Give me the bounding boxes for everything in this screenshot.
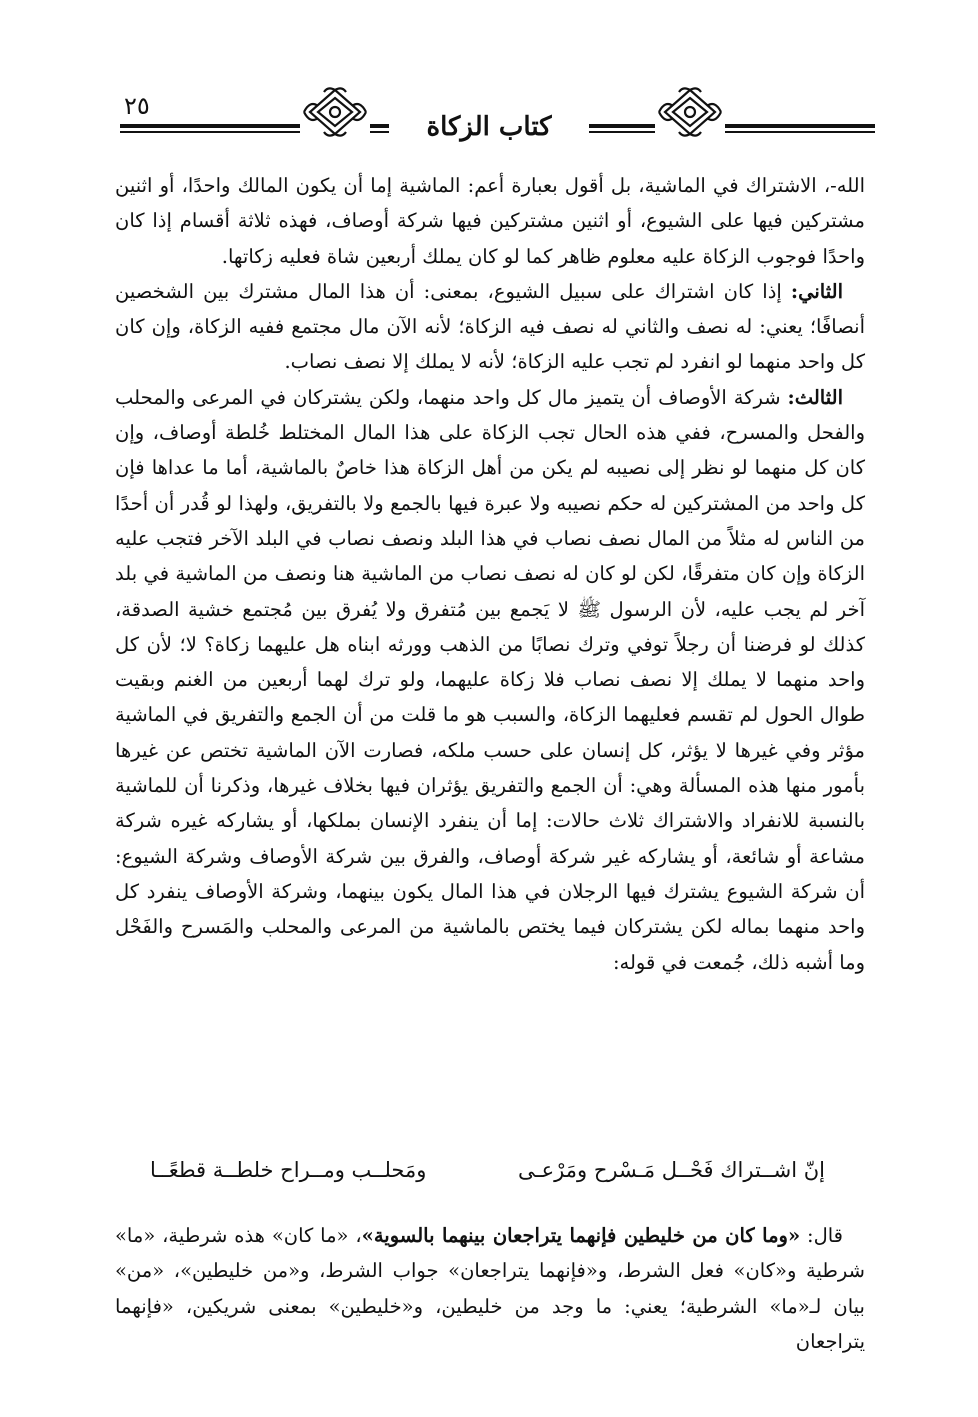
paragraph-3 [115, 380, 865, 980]
paragraph-3-text: شركة الأوصاف أن يتميز مال كل واحد منهما، ولكن يشتركان في المرعى والمحلب والفحل والمسرح، ففي هذه الحال تجب الزكاة على هذا المال المختلط خُلطة أوصاف، وإن كان كل منهما لو نظر إلى نصيبه لم يكن من أهل الزكاة هذا خاصٌ بالماشية، أما ما عداها فإن كل واحد من المشتركين له حكم نصيبه ولا عبرة فيها بالجمع ولا بالتفريق، ولهذا لو قُدر أن أحدًا من الناس له مثلاً من المال نصف نصاب في هذا البلد ونصف نصاب في البلد الآخر فتجب عليه الزكاة وإن كان متفرقًا، لكن لو كان له نصف نصاب من الماشية هنا ونصف من الماشية في بلد آخر لم يجب عليه، لأن الرسول ﷺ لا يَجمع بين مُتفرق ولا يُفرق بين مُجتمع خشية الصدقة، كذلك لو فرضنا أن رجلاً توفي وترك نصابًا من الذهب وورثه ابناه هل عليهما زكاة؟ لا؛ لأن كل واحد منهما لا يملك إلا نصف نصاب فلا زكاة عليهما، ولو ترك لهما أربعين من الغنم وبقيت طوال الحول لم تقسم فعليهما الزكاة، والسبب هو ما قلت من أن الجمع والتفريق في الماشية مؤثر وفي غيرها لا يؤثر، كل إنسان على حسب ملكه، فصارت الآن الماشية تختص عن غيرها بأمور منها هذه المسألة وهي: أن الجمع والتفريق يؤثران فيها بخلاف غيرها، وذكرنا أن للماشية بالنسبة للانفراد والاشتراك ثلاث حالات: إما أن ينفرد الإنسان بملكها، أو يشاركه غيره شركة مشاعة أو شائعة، أو يشاركه غير شركة أوصاف، والفرق بين شركة الأوصاف وشركة الشيوع: أن شركة الشيوع يشترك فيها الرجلان في هذا المال يكون بينهما، وشركة الأوصاف ينفرد كل واحد منهما بماله لكن يشتركان فيما يختص بالماشية من المرعى والمحلب والمَسرح والفَحْل وما أشبه ذلك، جُمعت في قوله: [115, 385, 865, 974]
page-header [100, 78, 878, 148]
paragraph-2 [115, 274, 865, 380]
paragraph-1: الله-، الاشتراك في الماشية، بل أقول بعبارة أعم: الماشية إما أن يكون المالك واحدًا، أو اثنين مشتركين فيها على الشيوع، أو اثنين مشتركين فيها شركة أوصاف، فهذه ثلاثة أقسام إذا كان واحدًا فوجوب الزكاة عليه معلوم ظاهر كما لو كان يملك أربعين شاة فعليه زكاتها. [115, 174, 865, 268]
paragraph-4 [115, 1218, 865, 1359]
poem-second-hemistich: ومَحلــب ومــراح خلطــة قطعًــا [150, 1158, 427, 1182]
closing-text [115, 1218, 865, 1359]
paragraph-3-lead: الثالث: [787, 385, 843, 409]
running-title: كتاب الزكاة [389, 112, 589, 142]
paragraph-4-prefix: قال: [800, 1224, 844, 1247]
poem-first-hemistich: إنّ اشــتراك فَحْــل مَـسْرح ومَرْعـى [517, 1158, 825, 1182]
main-text [115, 168, 865, 980]
left-ornament-icon [300, 86, 370, 138]
poem-verse [150, 1158, 825, 1198]
page-number: ٢٥ [124, 92, 150, 120]
paragraph-4-text: ، «ما كان» هذه شرطية، «ما» شرطية و«كان» فعل الشرط، و«فإنهما يتراجعان» جواب الشرط، و«من خليطين»، «من» بيان لـ«ما» الشرطية؛ يعني: ما وجد من خليطين، و«خليطين» بمعنى شريكين، «فإنهما يتراجعان [115, 1224, 865, 1353]
paragraph-2-lead: الثاني: [790, 279, 843, 303]
paragraph-4-quote: «وما كان من خليطين فإنهما يتراجعان بينهما بالسوية» [361, 1224, 801, 1247]
paragraph-2-text: إذا كان اشتراك على سبيل الشيوع، بمعنى: أن هذا المال مشترك بين الشخصين أنصافًا؛ يعني: له نصف والثاني له نصف فيه الزكاة؛ لأنه الآن مال مجتمع ففيه الزكاة، وإن كان كل واحد منهما لو انفرد لم تجب عليه الزكاة؛ لأنه لا يملك إلا نصف نصاب. [115, 279, 865, 374]
right-ornament-icon [655, 86, 725, 138]
